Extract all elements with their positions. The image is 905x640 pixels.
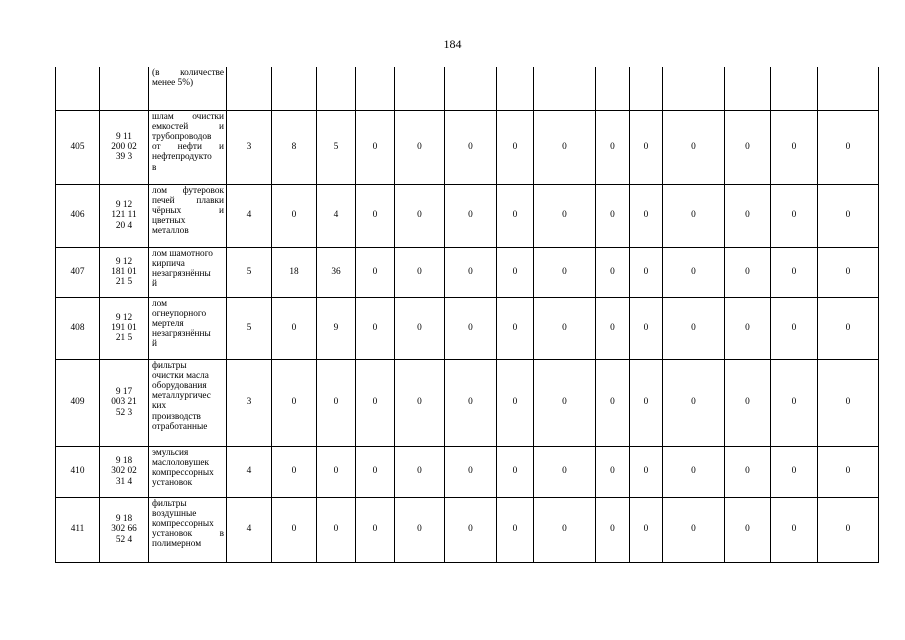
fkko-code-cell bbox=[100, 497, 149, 562]
value-cell: 0 bbox=[395, 359, 445, 446]
value-cell: 0 bbox=[445, 110, 497, 184]
value-cell: 0 bbox=[445, 184, 497, 247]
row-number-cell: 408 bbox=[56, 297, 100, 359]
text-line: компрессорных bbox=[152, 467, 214, 478]
value-cell: 0 bbox=[395, 247, 445, 297]
value-cell: 0 bbox=[356, 446, 395, 497]
text-line: незагрязнённы bbox=[152, 268, 211, 279]
text-line: й bbox=[152, 279, 157, 290]
value-cell: 9 bbox=[317, 297, 356, 359]
value-cell: 0 bbox=[497, 359, 534, 446]
value-cell: 0 bbox=[771, 497, 818, 562]
value-cell: 0 bbox=[630, 184, 663, 247]
value-cell: 0 bbox=[725, 359, 771, 446]
value-cell: 0 bbox=[725, 247, 771, 297]
value-cell: 0 bbox=[818, 110, 879, 184]
waste-name-cell bbox=[149, 184, 227, 247]
fkko-code-cell bbox=[100, 247, 149, 297]
empty-cell bbox=[56, 67, 100, 110]
text-line: полимерном bbox=[152, 539, 202, 550]
value-cell: 0 bbox=[317, 446, 356, 497]
value-cell: 0 bbox=[395, 297, 445, 359]
waste-table bbox=[55, 67, 879, 563]
text-line: незагрязнённы bbox=[152, 329, 211, 340]
value-cell: 0 bbox=[771, 446, 818, 497]
value-cell: 0 bbox=[663, 110, 725, 184]
value-cell: 0 bbox=[771, 110, 818, 184]
value-cell: 0 bbox=[663, 497, 725, 562]
value-cell: 0 bbox=[272, 184, 317, 247]
text-line: эмульсия bbox=[152, 447, 189, 458]
value-cell: 0 bbox=[497, 247, 534, 297]
value-cell: 18 bbox=[272, 247, 317, 297]
value-cell: 0 bbox=[497, 297, 534, 359]
empty-cell bbox=[596, 67, 630, 110]
text-line: трубопроводов bbox=[152, 131, 212, 142]
text-line: 31 4 bbox=[115, 476, 133, 487]
row-number-cell: 405 bbox=[56, 110, 100, 184]
table-row bbox=[56, 359, 879, 446]
text-line: от нефти и bbox=[152, 142, 224, 153]
value-cell: 0 bbox=[771, 359, 818, 446]
table-row bbox=[56, 184, 879, 247]
value-cell: 0 bbox=[725, 184, 771, 247]
fkko-code-cell bbox=[100, 297, 149, 359]
text-line: лом футеровок bbox=[152, 185, 224, 196]
text-line: 302 66 bbox=[111, 524, 137, 535]
row-number-cell: 410 bbox=[56, 446, 100, 497]
name-cell bbox=[149, 67, 227, 110]
value-cell: 0 bbox=[818, 359, 879, 446]
text-line: оборудования bbox=[152, 380, 207, 391]
value-cell: 0 bbox=[317, 497, 356, 562]
text-line: 9 17 bbox=[115, 387, 133, 398]
text-line: установок в bbox=[152, 529, 224, 540]
value-cell: 0 bbox=[356, 297, 395, 359]
text-line: установок bbox=[152, 478, 193, 489]
value-cell: 0 bbox=[818, 297, 879, 359]
empty-cell bbox=[725, 67, 771, 110]
value-cell: 0 bbox=[596, 297, 630, 359]
text-line: огнеупорного bbox=[152, 308, 207, 319]
value-cell: 0 bbox=[395, 446, 445, 497]
text-line: металлов bbox=[152, 226, 189, 237]
waste-name-cell bbox=[149, 110, 227, 184]
text-line: лом bbox=[152, 298, 167, 309]
text-line: фильтры bbox=[152, 360, 187, 371]
text-line: производств bbox=[152, 411, 201, 422]
hazard-class-cell: 4 bbox=[227, 184, 272, 247]
empty-cell bbox=[356, 67, 395, 110]
value-cell: 0 bbox=[596, 359, 630, 446]
fkko-code-cell bbox=[100, 359, 149, 446]
empty-cell bbox=[445, 67, 497, 110]
value-cell: 0 bbox=[534, 446, 596, 497]
value-cell: 0 bbox=[630, 497, 663, 562]
text-line: печей плавки bbox=[152, 195, 224, 206]
value-cell: 0 bbox=[596, 184, 630, 247]
text-line: й bbox=[152, 339, 157, 350]
table-row bbox=[56, 297, 879, 359]
value-cell: 0 bbox=[630, 247, 663, 297]
hazard-class-cell: 4 bbox=[227, 446, 272, 497]
hazard-class-cell: 5 bbox=[227, 297, 272, 359]
value-cell: 0 bbox=[272, 446, 317, 497]
empty-cell bbox=[227, 67, 272, 110]
value-cell: 0 bbox=[395, 110, 445, 184]
text-line: 9 18 bbox=[115, 456, 133, 467]
empty-cell bbox=[771, 67, 818, 110]
hazard-class-cell: 4 bbox=[227, 497, 272, 562]
text-line: отработанные bbox=[152, 421, 208, 432]
value-cell: 0 bbox=[725, 297, 771, 359]
text-line: 003 21 bbox=[111, 397, 137, 408]
value-cell: 0 bbox=[497, 110, 534, 184]
row-number-cell: 406 bbox=[56, 184, 100, 247]
text-line: 9 18 bbox=[115, 514, 133, 525]
value-cell: 0 bbox=[663, 446, 725, 497]
value-cell: 0 bbox=[395, 497, 445, 562]
value-cell: 36 bbox=[317, 247, 356, 297]
table-row bbox=[56, 497, 879, 562]
value-cell: 0 bbox=[356, 110, 395, 184]
text-line: 9 12 bbox=[115, 312, 133, 323]
value-cell: 0 bbox=[725, 497, 771, 562]
text-line: кирпича bbox=[152, 258, 185, 269]
hazard-class-cell: 3 bbox=[227, 110, 272, 184]
value-cell: 0 bbox=[818, 446, 879, 497]
waste-name-cell bbox=[149, 247, 227, 297]
value-cell: 0 bbox=[818, 247, 879, 297]
value-cell: 8 bbox=[272, 110, 317, 184]
value-cell: 0 bbox=[534, 297, 596, 359]
text-line: лом шамотного bbox=[152, 248, 213, 259]
empty-cell bbox=[497, 67, 534, 110]
text-line: 9 11 bbox=[116, 131, 132, 142]
value-cell: 0 bbox=[445, 446, 497, 497]
text-line: 9 12 bbox=[115, 200, 133, 211]
value-cell: 0 bbox=[497, 497, 534, 562]
value-cell: 0 bbox=[497, 446, 534, 497]
row-number-cell: 407 bbox=[56, 247, 100, 297]
text-line: компрессорных bbox=[152, 518, 214, 529]
text-line: шлам очистки bbox=[152, 111, 224, 122]
value-cell: 0 bbox=[445, 359, 497, 446]
text-line: 181 01 bbox=[111, 266, 137, 277]
fkko-code-cell bbox=[100, 110, 149, 184]
value-cell: 0 bbox=[356, 247, 395, 297]
row-number-cell: 409 bbox=[56, 359, 100, 446]
value-cell: 0 bbox=[596, 446, 630, 497]
text-line: 200 02 bbox=[111, 141, 137, 152]
text-line: маслоловушек bbox=[152, 457, 210, 468]
value-cell: 0 bbox=[445, 297, 497, 359]
value-cell: 0 bbox=[534, 359, 596, 446]
value-cell: 0 bbox=[596, 247, 630, 297]
text-line: 39 3 bbox=[115, 152, 133, 163]
value-cell: 0 bbox=[272, 359, 317, 446]
text-line: мертеля bbox=[152, 318, 184, 329]
hazard-class-cell: 5 bbox=[227, 247, 272, 297]
value-cell: 0 bbox=[771, 184, 818, 247]
value-cell: 0 bbox=[356, 359, 395, 446]
text-line: менее 5%) bbox=[152, 78, 194, 89]
value-cell: 0 bbox=[395, 184, 445, 247]
text-line: 21 5 bbox=[115, 333, 133, 344]
text-line: воздушные bbox=[152, 508, 197, 519]
value-cell: 0 bbox=[663, 247, 725, 297]
empty-cell bbox=[317, 67, 356, 110]
value-cell: 0 bbox=[534, 184, 596, 247]
fkko-code-cell bbox=[100, 446, 149, 497]
text-line: нефтепродукто bbox=[152, 152, 212, 163]
value-cell: 0 bbox=[663, 184, 725, 247]
empty-cell bbox=[818, 67, 879, 110]
text-line: 302 02 bbox=[111, 466, 137, 477]
text-line: 21 5 bbox=[115, 277, 133, 288]
waste-name-cell bbox=[149, 497, 227, 562]
empty-cell bbox=[100, 67, 149, 110]
fkko-code-cell bbox=[100, 184, 149, 247]
text-line: чёрных и bbox=[152, 205, 224, 216]
page-number: 184 bbox=[443, 37, 462, 51]
value-cell: 0 bbox=[663, 359, 725, 446]
value-cell: 0 bbox=[818, 184, 879, 247]
value-cell: 5 bbox=[317, 110, 356, 184]
waste-name-cell bbox=[149, 297, 227, 359]
value-cell: 0 bbox=[771, 297, 818, 359]
value-cell: 0 bbox=[596, 497, 630, 562]
text-line: ких bbox=[152, 401, 167, 412]
value-cell: 0 bbox=[356, 184, 395, 247]
value-cell: 0 bbox=[725, 446, 771, 497]
value-cell: 0 bbox=[818, 497, 879, 562]
value-cell: 0 bbox=[725, 110, 771, 184]
row-number-cell: 411 bbox=[56, 497, 100, 562]
text-line: в bbox=[152, 162, 157, 173]
text-line: 191 01 bbox=[111, 322, 137, 333]
text-line: очистки масла bbox=[152, 370, 209, 381]
empty-cell bbox=[663, 67, 725, 110]
value-cell: 0 bbox=[630, 446, 663, 497]
waste-name-cell bbox=[149, 359, 227, 446]
text-line: 52 4 bbox=[115, 534, 133, 545]
value-cell: 0 bbox=[497, 184, 534, 247]
value-cell: 0 bbox=[272, 497, 317, 562]
table-row bbox=[56, 247, 879, 297]
value-cell: 0 bbox=[445, 497, 497, 562]
text-line: цветных bbox=[152, 216, 186, 227]
hazard-class-cell: 3 bbox=[227, 359, 272, 446]
value-cell: 0 bbox=[771, 247, 818, 297]
value-cell: 0 bbox=[272, 297, 317, 359]
text-line: (в количестве bbox=[152, 68, 224, 78]
value-cell: 0 bbox=[630, 297, 663, 359]
text-line: 121 11 bbox=[111, 210, 137, 221]
value-cell: 0 bbox=[445, 247, 497, 297]
table-row-continuation bbox=[56, 67, 879, 110]
text-line: фильтры bbox=[152, 498, 187, 509]
value-cell: 0 bbox=[534, 497, 596, 562]
empty-cell bbox=[272, 67, 317, 110]
value-cell: 4 bbox=[317, 184, 356, 247]
value-cell: 0 bbox=[534, 247, 596, 297]
value-cell: 0 bbox=[534, 110, 596, 184]
empty-cell bbox=[534, 67, 596, 110]
table-row bbox=[56, 446, 879, 497]
text-line: металлургичес bbox=[152, 391, 211, 402]
table-row bbox=[56, 110, 879, 184]
value-cell: 0 bbox=[630, 359, 663, 446]
value-cell: 0 bbox=[596, 110, 630, 184]
value-cell: 0 bbox=[630, 110, 663, 184]
empty-cell bbox=[395, 67, 445, 110]
empty-cell bbox=[630, 67, 663, 110]
text-line: 9 12 bbox=[115, 256, 133, 267]
value-cell: 0 bbox=[317, 359, 356, 446]
value-cell: 0 bbox=[356, 497, 395, 562]
waste-name-cell bbox=[149, 446, 227, 497]
text-line: 20 4 bbox=[115, 220, 133, 231]
value-cell: 0 bbox=[663, 297, 725, 359]
text-line: емкостей и bbox=[152, 121, 224, 132]
text-line: 52 3 bbox=[115, 407, 133, 418]
